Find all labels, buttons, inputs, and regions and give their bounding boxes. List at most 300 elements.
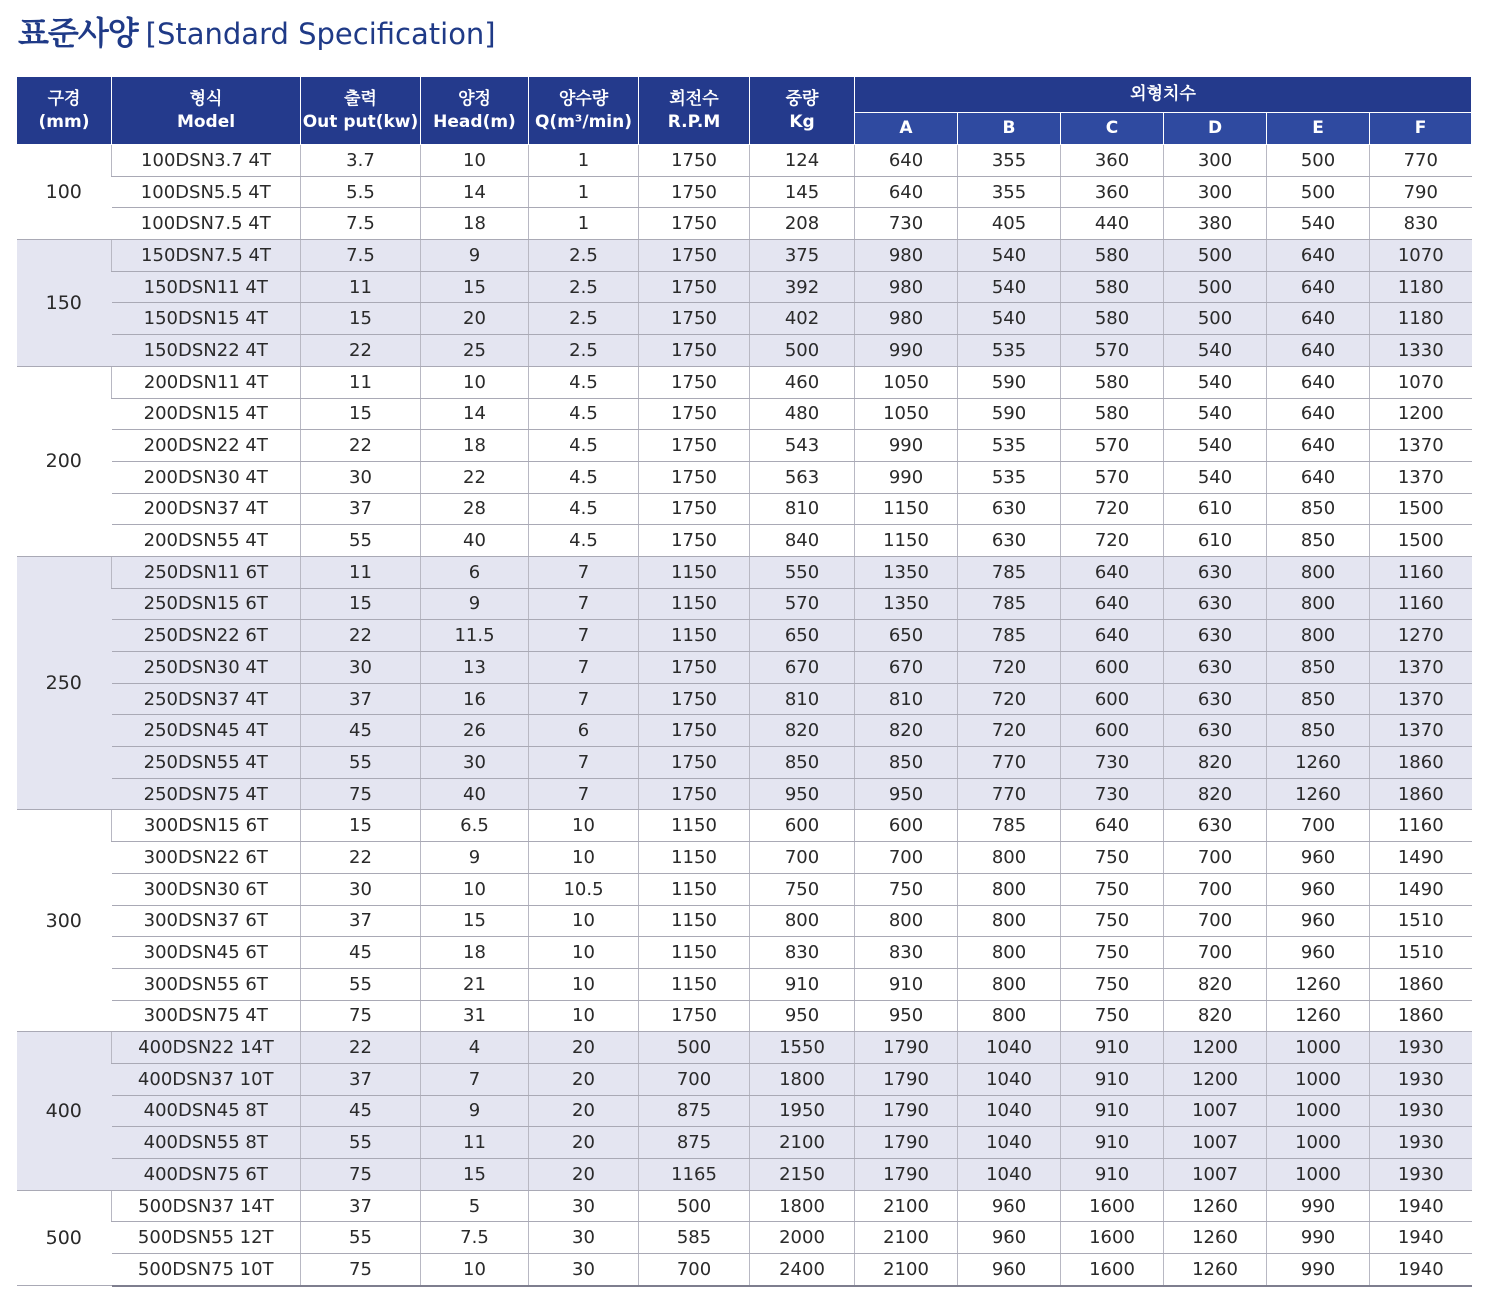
value-cell: 580 [1061, 240, 1164, 272]
value-cell: 950 [750, 778, 855, 810]
value-cell: 1150 [639, 810, 750, 842]
value-cell: 25 [421, 335, 529, 367]
value-cell: 730 [1061, 778, 1164, 810]
value-cell: 1040 [958, 1063, 1061, 1095]
value-cell: 630 [1164, 620, 1267, 652]
bore-cell: 300 [17, 810, 112, 1032]
model-cell: 500DSN75 10T [112, 1254, 301, 1286]
model-cell: 200DSN55 4T [112, 525, 301, 557]
value-cell: 75 [301, 1254, 421, 1286]
table-row [17, 208, 1472, 240]
table-row [17, 145, 1472, 177]
value-cell: 1040 [958, 1159, 1061, 1191]
value-cell: 10 [529, 905, 639, 937]
value-cell: 10 [529, 968, 639, 1000]
value-cell: 9 [421, 240, 529, 272]
value-cell: 630 [1164, 715, 1267, 747]
header-dim-d: D [1164, 112, 1267, 144]
value-cell: 500 [1267, 145, 1370, 177]
value-cell: 800 [958, 842, 1061, 874]
value-cell: 3.7 [301, 145, 421, 177]
value-cell: 15 [301, 398, 421, 430]
value-cell: 30 [529, 1254, 639, 1286]
value-cell: 910 [1061, 1063, 1164, 1095]
value-cell: 1600 [1061, 1222, 1164, 1254]
value-cell: 15 [301, 588, 421, 620]
value-cell: 1070 [1370, 240, 1472, 272]
value-cell: 1750 [639, 208, 750, 240]
value-cell: 30 [301, 652, 421, 684]
value-cell: 960 [1267, 937, 1370, 969]
value-cell: 1940 [1370, 1190, 1472, 1222]
value-cell: 640 [1061, 620, 1164, 652]
value-cell: 640 [1267, 461, 1370, 493]
value-cell: 800 [855, 905, 958, 937]
value-cell: 540 [1267, 208, 1370, 240]
value-cell: 500 [1164, 271, 1267, 303]
model-cell: 200DSN15 4T [112, 398, 301, 430]
value-cell: 850 [1267, 652, 1370, 684]
value-cell: 7.5 [301, 240, 421, 272]
value-cell: 1150 [855, 525, 958, 557]
value-cell: 790 [1370, 176, 1472, 208]
value-cell: 355 [958, 176, 1061, 208]
value-cell: 1600 [1061, 1254, 1164, 1286]
bore-cell: 250 [17, 556, 112, 810]
value-cell: 850 [1267, 525, 1370, 557]
value-cell: 1200 [1164, 1063, 1267, 1095]
model-cell: 400DSN37 10T [112, 1063, 301, 1095]
value-cell: 20 [529, 1032, 639, 1064]
value-cell: 7.5 [421, 1222, 529, 1254]
value-cell: 37 [301, 493, 421, 525]
value-cell: 2100 [855, 1222, 958, 1254]
bore-cell: 200 [17, 366, 112, 556]
value-cell: 300 [1164, 176, 1267, 208]
value-cell: 22 [301, 430, 421, 462]
value-cell: 1180 [1370, 303, 1472, 335]
value-cell: 750 [1061, 842, 1164, 874]
model-cell: 300DSN37 6T [112, 905, 301, 937]
value-cell: 1260 [1164, 1190, 1267, 1222]
value-cell: 700 [1267, 810, 1370, 842]
value-cell: 1750 [639, 271, 750, 303]
value-cell: 1270 [1370, 620, 1472, 652]
value-cell: 850 [855, 747, 958, 779]
value-cell: 1070 [1370, 366, 1472, 398]
model-cell: 300DSN55 6T [112, 968, 301, 1000]
value-cell: 1750 [639, 715, 750, 747]
value-cell: 1790 [855, 1095, 958, 1127]
value-cell: 2100 [855, 1190, 958, 1222]
value-cell: 1490 [1370, 842, 1472, 874]
value-cell: 1940 [1370, 1254, 1472, 1286]
value-cell: 580 [1061, 398, 1164, 430]
value-cell: 1790 [855, 1127, 958, 1159]
value-cell: 20 [529, 1095, 639, 1127]
header-bore: 구경 (mm) [17, 77, 112, 145]
value-cell: 910 [855, 968, 958, 1000]
value-cell: 1750 [639, 683, 750, 715]
value-cell: 980 [855, 240, 958, 272]
table-row [17, 1190, 1472, 1222]
value-cell: 1750 [639, 652, 750, 684]
table-row [17, 715, 1472, 747]
bore-cell: 100 [17, 145, 112, 240]
value-cell: 540 [1164, 461, 1267, 493]
model-cell: 200DSN30 4T [112, 461, 301, 493]
value-cell: 40 [421, 525, 529, 557]
value-cell: 630 [1164, 588, 1267, 620]
value-cell: 4.5 [529, 366, 639, 398]
bore-cell: 400 [17, 1032, 112, 1190]
value-cell: 1260 [1267, 778, 1370, 810]
value-cell: 960 [1267, 873, 1370, 905]
value-cell: 850 [750, 747, 855, 779]
value-cell: 10 [529, 842, 639, 874]
value-cell: 750 [1061, 1000, 1164, 1032]
value-cell: 1750 [639, 176, 750, 208]
value-cell: 600 [1061, 683, 1164, 715]
value-cell: 1000 [1267, 1095, 1370, 1127]
value-cell: 1790 [855, 1063, 958, 1095]
model-cell: 150DSN22 4T [112, 335, 301, 367]
value-cell: 1750 [639, 366, 750, 398]
value-cell: 600 [855, 810, 958, 842]
value-cell: 540 [1164, 430, 1267, 462]
value-cell: 1750 [639, 335, 750, 367]
header-rpm: 회전수 R.P.M [639, 77, 750, 145]
table-row [17, 461, 1472, 493]
value-cell: 1750 [639, 1000, 750, 1032]
value-cell: 630 [1164, 556, 1267, 588]
value-cell: 7 [421, 1063, 529, 1095]
value-cell: 640 [1267, 430, 1370, 462]
value-cell: 910 [750, 968, 855, 1000]
page-title [18, 8, 496, 56]
table-row [17, 271, 1472, 303]
model-cell: 300DSN45 6T [112, 937, 301, 969]
value-cell: 15 [421, 271, 529, 303]
value-cell: 630 [958, 525, 1061, 557]
value-cell: 1370 [1370, 683, 1472, 715]
value-cell: 10.5 [529, 873, 639, 905]
bore-cell: 150 [17, 240, 112, 367]
value-cell: 2.5 [529, 271, 639, 303]
value-cell: 840 [750, 525, 855, 557]
value-cell: 55 [301, 1222, 421, 1254]
value-cell: 800 [750, 905, 855, 937]
value-cell: 7 [529, 620, 639, 652]
value-cell: 540 [1164, 335, 1267, 367]
value-cell: 500 [639, 1032, 750, 1064]
value-cell: 20 [529, 1159, 639, 1191]
value-cell: 124 [750, 145, 855, 177]
value-cell: 630 [1164, 652, 1267, 684]
value-cell: 75 [301, 778, 421, 810]
value-cell: 37 [301, 1190, 421, 1222]
value-cell: 1370 [1370, 652, 1472, 684]
value-cell: 5 [421, 1190, 529, 1222]
value-cell: 10 [421, 366, 529, 398]
value-cell: 720 [1061, 493, 1164, 525]
value-cell: 1790 [855, 1159, 958, 1191]
value-cell: 460 [750, 366, 855, 398]
value-cell: 630 [1164, 810, 1267, 842]
value-cell: 1150 [639, 556, 750, 588]
value-cell: 810 [750, 683, 855, 715]
value-cell: 640 [1061, 556, 1164, 588]
value-cell: 1040 [958, 1032, 1061, 1064]
value-cell: 640 [1267, 335, 1370, 367]
value-cell: 9 [421, 842, 529, 874]
value-cell: 580 [1061, 303, 1164, 335]
value-cell: 785 [958, 620, 1061, 652]
value-cell: 7 [529, 747, 639, 779]
model-cell: 400DSN45 8T [112, 1095, 301, 1127]
value-cell: 392 [750, 271, 855, 303]
header-dim-e: E [1267, 112, 1370, 144]
table-row [17, 335, 1472, 367]
value-cell: 1040 [958, 1095, 1061, 1127]
value-cell: 18 [421, 430, 529, 462]
value-cell: 830 [750, 937, 855, 969]
value-cell: 785 [958, 810, 1061, 842]
value-cell: 960 [958, 1254, 1061, 1286]
value-cell: 910 [1061, 1159, 1164, 1191]
value-cell: 820 [855, 715, 958, 747]
value-cell: 10 [421, 873, 529, 905]
value-cell: 145 [750, 176, 855, 208]
value-cell: 1750 [639, 240, 750, 272]
value-cell: 1330 [1370, 335, 1472, 367]
value-cell: 13 [421, 652, 529, 684]
value-cell: 850 [1267, 683, 1370, 715]
model-cell: 500DSN37 14T [112, 1190, 301, 1222]
value-cell: 540 [1164, 366, 1267, 398]
model-cell: 200DSN37 4T [112, 493, 301, 525]
value-cell: 640 [1061, 588, 1164, 620]
value-cell: 1950 [750, 1095, 855, 1127]
value-cell: 10 [421, 1254, 529, 1286]
value-cell: 800 [958, 905, 1061, 937]
value-cell: 480 [750, 398, 855, 430]
bore-cell: 500 [17, 1190, 112, 1286]
value-cell: 10 [529, 937, 639, 969]
value-cell: 535 [958, 461, 1061, 493]
value-cell: 1510 [1370, 905, 1472, 937]
value-cell: 75 [301, 1000, 421, 1032]
value-cell: 990 [855, 335, 958, 367]
value-cell: 800 [958, 873, 1061, 905]
value-cell: 630 [958, 493, 1061, 525]
value-cell: 18 [421, 208, 529, 240]
table-row [17, 366, 1472, 398]
value-cell: 950 [750, 1000, 855, 1032]
value-cell: 1150 [855, 493, 958, 525]
value-cell: 770 [958, 747, 1061, 779]
value-cell: 750 [1061, 968, 1164, 1000]
value-cell: 30 [529, 1190, 639, 1222]
value-cell: 7 [529, 778, 639, 810]
value-cell: 500 [639, 1190, 750, 1222]
value-cell: 600 [1061, 715, 1164, 747]
value-cell: 1150 [639, 873, 750, 905]
value-cell: 9 [421, 588, 529, 620]
value-cell: 2.5 [529, 303, 639, 335]
model-cell: 250DSN75 4T [112, 778, 301, 810]
value-cell: 830 [1370, 208, 1472, 240]
value-cell: 4.5 [529, 461, 639, 493]
value-cell: 440 [1061, 208, 1164, 240]
table-row [17, 176, 1472, 208]
value-cell: 2400 [750, 1254, 855, 1286]
value-cell: 800 [1267, 620, 1370, 652]
model-cell: 150DSN11 4T [112, 271, 301, 303]
value-cell: 600 [750, 810, 855, 842]
value-cell: 600 [1061, 652, 1164, 684]
value-cell: 1930 [1370, 1063, 1472, 1095]
value-cell: 375 [750, 240, 855, 272]
value-cell: 15 [301, 810, 421, 842]
value-cell: 540 [1164, 398, 1267, 430]
value-cell: 585 [639, 1222, 750, 1254]
value-cell: 20 [529, 1127, 639, 1159]
value-cell: 30 [421, 747, 529, 779]
value-cell: 730 [855, 208, 958, 240]
value-cell: 640 [855, 176, 958, 208]
value-cell: 1000 [1267, 1032, 1370, 1064]
value-cell: 7.5 [301, 208, 421, 240]
value-cell: 55 [301, 1127, 421, 1159]
value-cell: 11 [301, 556, 421, 588]
value-cell: 1150 [639, 842, 750, 874]
value-cell: 1370 [1370, 715, 1472, 747]
value-cell: 1260 [1164, 1254, 1267, 1286]
value-cell: 7 [529, 588, 639, 620]
model-cell: 300DSN22 6T [112, 842, 301, 874]
value-cell: 1160 [1370, 588, 1472, 620]
value-cell: 30 [301, 461, 421, 493]
value-cell: 800 [958, 937, 1061, 969]
value-cell: 18 [421, 937, 529, 969]
value-cell: 650 [855, 620, 958, 652]
value-cell: 30 [529, 1222, 639, 1254]
value-cell: 800 [1267, 588, 1370, 620]
value-cell: 208 [750, 208, 855, 240]
value-cell: 770 [1370, 145, 1472, 177]
value-cell: 700 [639, 1063, 750, 1095]
value-cell: 360 [1061, 145, 1164, 177]
value-cell: 785 [958, 588, 1061, 620]
value-cell: 4.5 [529, 430, 639, 462]
value-cell: 500 [750, 335, 855, 367]
value-cell: 640 [855, 145, 958, 177]
value-cell: 1750 [639, 747, 750, 779]
value-cell: 1600 [1061, 1190, 1164, 1222]
value-cell: 1150 [639, 905, 750, 937]
table-row [17, 620, 1472, 652]
value-cell: 1200 [1370, 398, 1472, 430]
value-cell: 55 [301, 747, 421, 779]
value-cell: 1510 [1370, 937, 1472, 969]
header-dim-b: B [958, 112, 1061, 144]
value-cell: 1000 [1267, 1159, 1370, 1191]
value-cell: 1750 [639, 398, 750, 430]
model-cell: 100DSN7.5 4T [112, 208, 301, 240]
table-row [17, 240, 1472, 272]
table-row [17, 1000, 1472, 1032]
value-cell: 1930 [1370, 1032, 1472, 1064]
value-cell: 563 [750, 461, 855, 493]
table-row [17, 303, 1472, 335]
value-cell: 700 [639, 1254, 750, 1286]
value-cell: 1150 [639, 620, 750, 652]
value-cell: 700 [1164, 905, 1267, 937]
value-cell: 1370 [1370, 430, 1472, 462]
value-cell: 7 [529, 652, 639, 684]
value-cell: 500 [1164, 240, 1267, 272]
header-dim-f: F [1370, 112, 1472, 144]
model-cell: 150DSN15 4T [112, 303, 301, 335]
value-cell: 800 [958, 968, 1061, 1000]
header-model: 형식 Model [112, 77, 301, 145]
value-cell: 1350 [855, 588, 958, 620]
value-cell: 990 [855, 430, 958, 462]
value-cell: 1160 [1370, 556, 1472, 588]
value-cell: 40 [421, 778, 529, 810]
header-dim-a: A [855, 112, 958, 144]
value-cell: 6 [421, 556, 529, 588]
value-cell: 700 [1164, 842, 1267, 874]
value-cell: 1500 [1370, 525, 1472, 557]
value-cell: 45 [301, 715, 421, 747]
value-cell: 14 [421, 176, 529, 208]
table-row [17, 810, 1472, 842]
value-cell: 960 [958, 1222, 1061, 1254]
value-cell: 750 [1061, 873, 1164, 905]
model-cell: 250DSN11 6T [112, 556, 301, 588]
value-cell: 1750 [639, 493, 750, 525]
model-cell: 250DSN30 4T [112, 652, 301, 684]
value-cell: 10 [529, 810, 639, 842]
value-cell: 980 [855, 303, 958, 335]
value-cell: 1860 [1370, 778, 1472, 810]
value-cell: 1260 [1267, 747, 1370, 779]
value-cell: 1000 [1267, 1063, 1370, 1095]
value-cell: 820 [1164, 778, 1267, 810]
value-cell: 610 [1164, 493, 1267, 525]
value-cell: 1860 [1370, 1000, 1472, 1032]
value-cell: 2150 [750, 1159, 855, 1191]
model-cell: 300DSN15 6T [112, 810, 301, 842]
table-row [17, 937, 1472, 969]
value-cell: 30 [301, 873, 421, 905]
value-cell: 990 [1267, 1254, 1370, 1286]
value-cell: 960 [1267, 842, 1370, 874]
value-cell: 1750 [639, 303, 750, 335]
value-cell: 535 [958, 430, 1061, 462]
value-cell: 670 [750, 652, 855, 684]
value-cell: 10 [421, 145, 529, 177]
value-cell: 1260 [1267, 968, 1370, 1000]
model-cell: 300DSN75 4T [112, 1000, 301, 1032]
value-cell: 1750 [639, 778, 750, 810]
value-cell: 1350 [855, 556, 958, 588]
value-cell: 37 [301, 683, 421, 715]
value-cell: 1490 [1370, 873, 1472, 905]
value-cell: 360 [1061, 176, 1164, 208]
